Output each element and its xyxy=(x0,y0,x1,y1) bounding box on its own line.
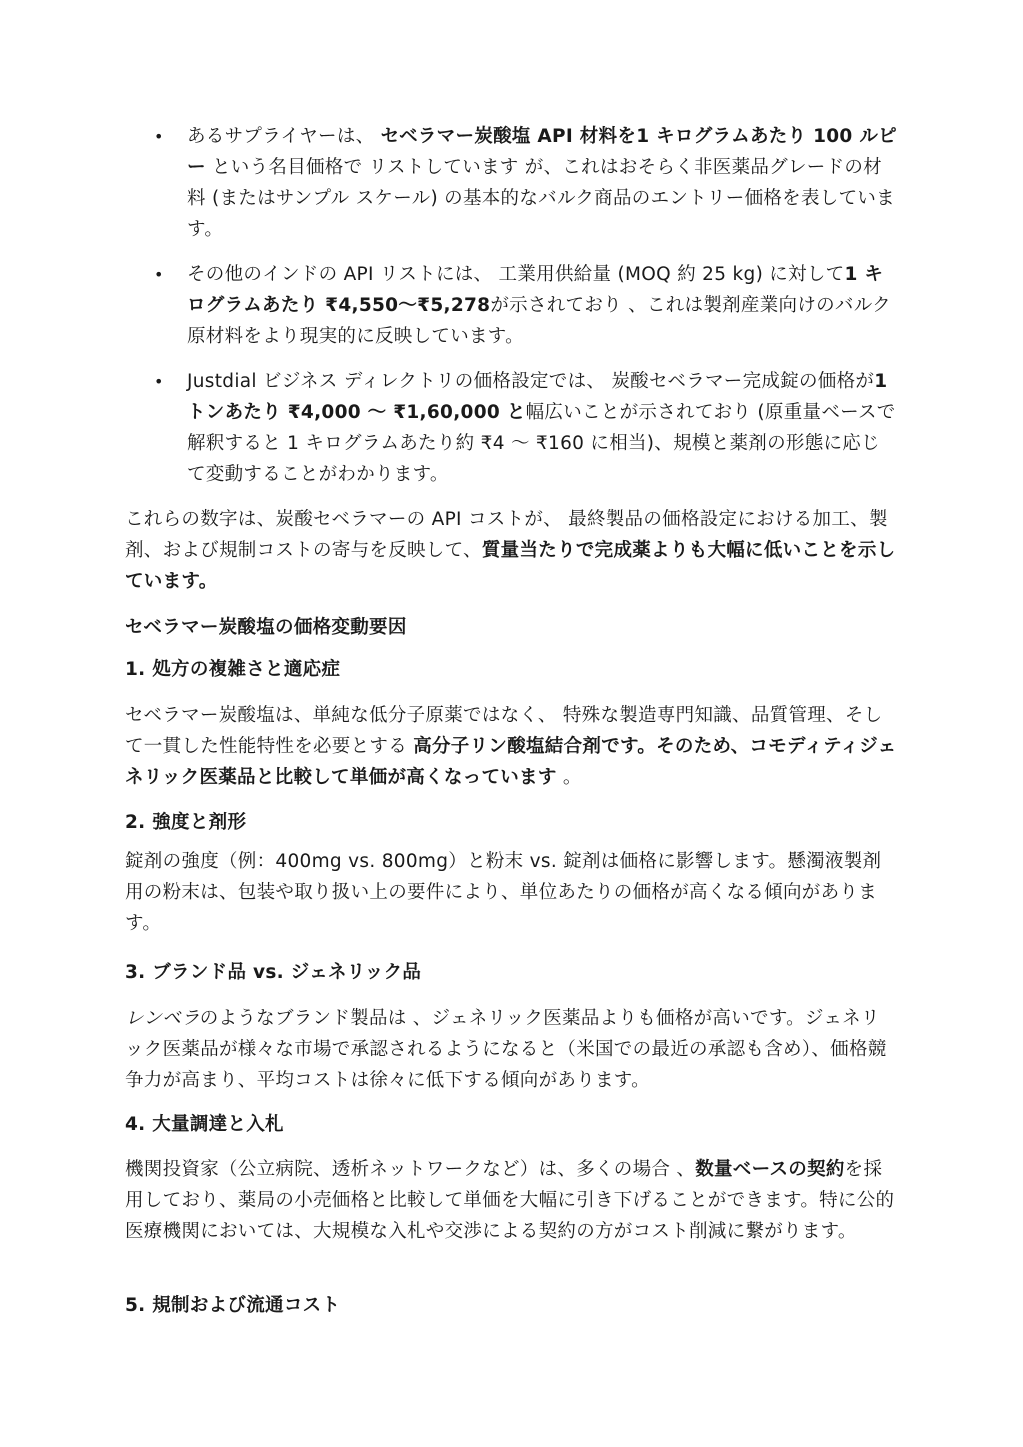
text: これらの数字は、炭酸セベラマーの API コストが、 最終製品の価格設定における加工、製剤、および規制コストの寄与を反映して、 xyxy=(125,509,888,561)
factor-paragraph xyxy=(125,1003,897,1096)
bullet-item xyxy=(187,121,897,245)
text: あるサプライヤーは、 xyxy=(187,126,381,147)
summary-paragraph xyxy=(125,504,897,597)
factor-heading: 2. 強度と剤形 xyxy=(125,812,247,833)
bold-text: 1 キログラムあたり ₹4,550〜₹5,278 xyxy=(187,264,884,316)
bold-text: 1 トンあたり ₹4,000 〜 ₹1,60,000 と xyxy=(187,371,888,423)
text: 錠剤の強度（例：400mg vs. 800mg）と粉末 vs. 錠剤は価格に影響します。懸濁液製剤用の粉末は、包装や取り扱い上の要件により、単位あたりの価格が高くなる傾向があります。 xyxy=(125,851,882,934)
factor-heading: 1. 処方の複雑さと適応症 xyxy=(125,659,341,680)
factor-heading: 5. 規制および流通コスト xyxy=(125,1295,341,1316)
factor-paragraph xyxy=(125,846,897,939)
bold-text: セベラマー炭酸塩 API 材料を1 キログラムあたり 100 ルピー xyxy=(187,126,897,178)
factor-paragraph xyxy=(125,700,897,793)
bold-text: 高分子リン酸塩結合剤です。そのため、コモディティジェネリック医薬品と比較して単価が高くなっています xyxy=(125,736,897,788)
text: という名目価格で リストしています が、これはおそらく非医薬品グレードの材料 (またはサンプル スケール) の基本的なバルク商品のエントリー価格を表しています。 xyxy=(187,157,895,240)
factor-heading: 4. 大量調達と入札 xyxy=(125,1114,284,1135)
text: 幅広いことが示されており (原重量ベースで解釈すると 1 キログラムあたり約 ₹4 〜 ₹160 に相当)、規模と薬剤の形態に応じて変動することがわかります。 xyxy=(187,402,896,485)
text: その他のインドの API リストには、 工業用供給量 (MOQ 約 25 kg) に対して xyxy=(187,264,845,285)
section-title: セベラマー炭酸塩の価格変動要因 xyxy=(125,617,407,638)
factor-paragraph xyxy=(125,1154,897,1247)
text: が示されており 、これは製剤産業向けのバルク原材料をより現実的に反映しています。 xyxy=(187,295,891,347)
italic-text: レンベラ xyxy=(125,1008,200,1029)
factor-heading: 3. ブランド品 vs. ジェネリック品 xyxy=(125,962,422,983)
bold-text: 数量ベースの契約 xyxy=(695,1159,845,1180)
text: Justdial ビジネス ディレクトリの価格設定では、 炭酸セベラマー完成錠の価格が xyxy=(187,371,875,392)
text: を採用しており、薬局の小売価格と比較して単価を大幅に引き下げることができます。特に公的医療機関においては、大規模な入札や交渉による契約の方がコスト削減に繋がります。 xyxy=(125,1159,895,1242)
text: セベラマー炭酸塩は、単純な低分子原薬ではなく、 特殊な製造専門知識、品質管理、そして一貫した性能特性を必要とする xyxy=(125,705,883,757)
text: 。 xyxy=(556,767,582,788)
bullet-item xyxy=(187,259,897,352)
bold-text: 質量当たりで完成薬よりも大幅に低いことを示しています。 xyxy=(125,540,896,592)
text: 機関投資家（公立病院、透析ネットワークなど）は、多くの場合 、 xyxy=(125,1159,696,1180)
bullet-item xyxy=(187,366,897,490)
text: のようなブランド製品は 、ジェネリック医薬品よりも価格が高いです。ジェネリック医薬品が様々な市場で承認されるようになると（米国での最近の承認も含め）、価格競争力が高まり、平均コストは徐々に低下する傾向があります。 xyxy=(125,1008,887,1091)
